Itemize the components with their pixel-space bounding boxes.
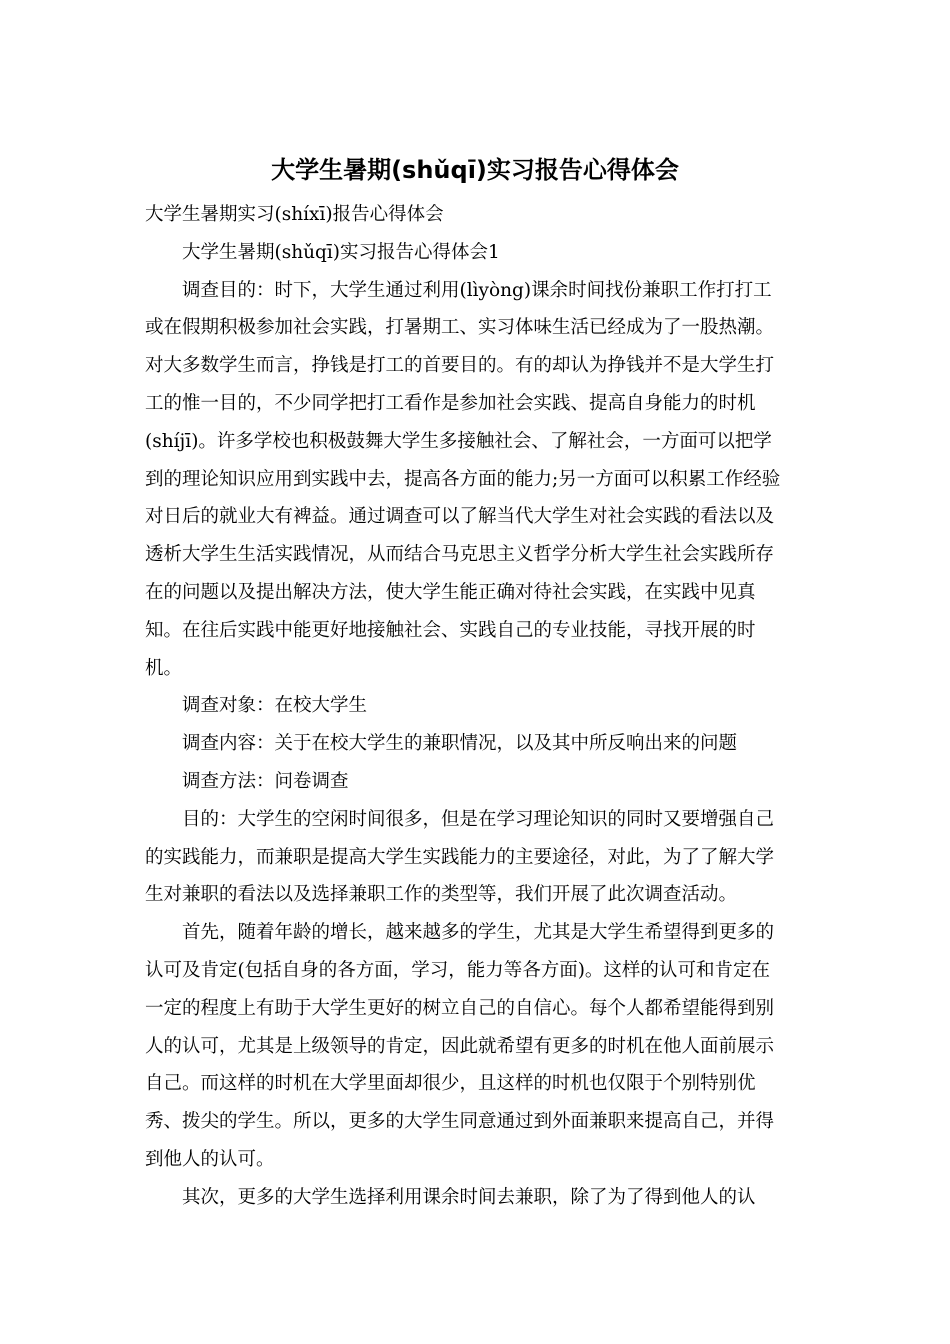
text-line: 其次，更多的大学生选择利用课余时间去兼职，除了为了得到他人的认 [182, 1186, 756, 1208]
text-line: 调查方法：问卷调查 [182, 770, 349, 792]
text-line: 调查对象：在校大学生 [182, 695, 368, 717]
text-line: 调查内容：关于在校大学生的兼职情况，以及其中所反响出来的问题 [182, 733, 738, 755]
document-title: 大学生暑期(shǔqī)实习报告心得体会 [271, 156, 679, 184]
text-line: 大学生暑期(shǔqī)实习报告心得体会1 [182, 241, 500, 263]
text-line: 目的：大学生的空闲时间很多，但是在学习理论知识的同时又要增强自己 [182, 808, 775, 830]
text-line: 对大多数学生而言，挣钱是打工的首要目的。有的却认为挣钱并不是大学生打 [145, 355, 775, 377]
text-line: 对日后的就业大有裨益。通过调查可以了解当代大学生对社会实践的看法以及 [145, 506, 775, 528]
text-line: 大学生暑期实习(shíxī)报告心得体会 [145, 204, 444, 225]
text-line: 透析大学生生活实践情况，从而结合马克思主义哲学分析大学生社会实践所存 [145, 544, 775, 566]
text-line: 认可及肯定(包括自身的各方面，学习，能力等各方面)。这样的认可和肯定在 [145, 959, 770, 981]
text-line: 生对兼职的看法以及选择兼职工作的类型等，我们开展了此次调查活动。 [145, 884, 738, 906]
text-line: 到的理论知识应用到实践中去，提高各方面的能力;另一方面可以积累工作经验 [145, 468, 781, 490]
text-line: 的实践能力，而兼职是提高大学生实践能力的主要途径，对此，为了了解大学 [145, 846, 775, 868]
text-line: 一定的程度上有助于大学生更好的树立自己的自信心。每个人都希望能得到别 [145, 997, 775, 1019]
text-line: 自己。而这样的时机在大学里面却很少，且这样的时机也仅限于个别特别优 [145, 1073, 756, 1095]
text-line: 到他人的认可。 [145, 1148, 275, 1170]
text-line: 或在假期积极参加社会实践，打暑期工、实习体味生活已经成为了一股热潮。 [145, 317, 775, 339]
text-line: 工的惟一目的，不少同学把打工看作是参加社会实践、提高自身能力的时机 [145, 392, 756, 414]
text-line: 人的认可，尤其是上级领导的肯定，因此就希望有更多的时机在他人面前展示 [145, 1035, 775, 1057]
document-body [145, 196, 810, 1217]
text-line: 首先，随着年龄的增长，越来越多的学生，尤其是大学生希望得到更多的 [182, 922, 775, 944]
text-line: 在的问题以及提出解决方法，使大学生能正确对待社会实践，在实践中见真 [145, 581, 756, 603]
text-line: (shíjī)。许多学校也积极鼓舞大学生多接触社会、了解社会，一方面可以把学 [145, 430, 772, 452]
text-line: 知。在往后实践中能更好地接触社会、实践自己的专业技能，寻找开展的时 [145, 619, 756, 641]
text-line: 秀、拨尖的学生。所以，更多的大学生同意通过到外面兼职来提高自己，并得 [145, 1111, 775, 1133]
text-line: 机。 [145, 657, 183, 679]
text-line: 调查目的：时下，大学生通过利用(lìyòng)课余时间找份兼职工作打打工 [182, 279, 772, 301]
